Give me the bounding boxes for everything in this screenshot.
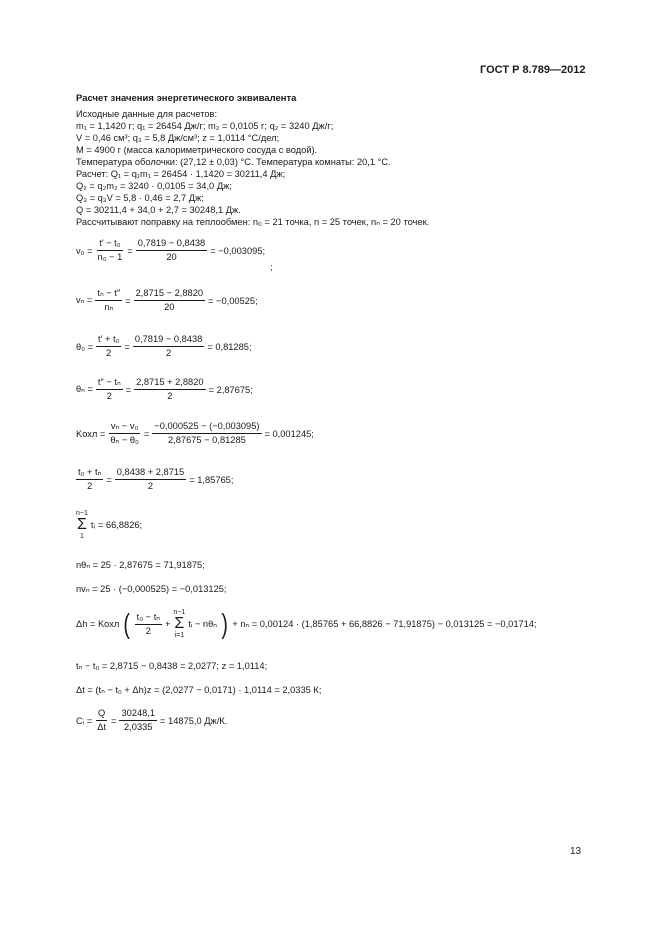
text-line: V = 0,46 см³; q₃ = 5,8 Дж/см³; z = 1,0114 °С/дел; (76, 133, 280, 143)
text-line: M = 4900 г (масса калориметрического сосуда с водой). (76, 145, 318, 155)
stray-mark: ; (270, 262, 273, 272)
section-title: Расчет значения энергетического эквивалента (76, 93, 297, 104)
text-line: Рассчитывают поправку на теплообмен: n₀ = 21 точка, n = 25 точек, nₙ = 20 точек. (76, 217, 430, 227)
fraction: $\frac{0,7819 - 0,8438}{20}$ (137, 238, 206, 262)
equation-delta-t: Δt = (tₙ − t₀ + Δh)z = (2,0277 − 0,0171) · 1,0114 = 2,0335 К; (76, 685, 322, 695)
text-line: Q₂ = q₂m₂ = 3240 · 0,0105 = 34,0 Дж; (76, 181, 232, 191)
sigma-symbol: n−1 Σ i=1 (173, 609, 186, 639)
text-line: Температура оболочки: (27,12 ± 0,03) °С. Температура комнаты: 20,1 °С. (76, 157, 391, 167)
equation-delta-h: Δh = Kохл ( $\frac{\text{t₀ − tₙ}}{2}$ + n−1 Σ i=1 tᵢ − nθₙ ) + nₙ = 0,00124 · (1,85765 + 66,8826 − 71,91875) − 0,013125 = −0,01714; (76, 608, 537, 639)
page-number: 13 (570, 846, 582, 857)
equation-v0: v₀ = $\frac{\text{t′ − t₀}}{\text{n₀ − 1}}$ = $\frac{0,7819 - 0,8438}{20}$ = −0,003095; (76, 238, 266, 262)
fraction: $\frac{\text{t′ − t₀}}{\text{n₀ − 1}}$ (97, 238, 123, 262)
text-line: m₁ = 1,1420 г; q₁ = 26454 Дж/г; m₂ = 0,0105 г; q₂ = 3240 Дж/г; (76, 121, 334, 131)
text-line: Исходные данные для расчетов: (76, 109, 218, 119)
text-line: Q₃ = q₃V = 5,8 · 0,46 = 2,7 Дж; (76, 193, 204, 203)
text-line: Q = 30211,4 + 34,0 + 2,7 = 30248,1 Дж. (76, 205, 241, 215)
sigma-symbol: n−1 Σ 1 (76, 510, 88, 540)
text-line: Расчет: Q₁ = q₁m₁ = 26454 · 1,1420 = 30211,4 Дж; (76, 169, 286, 179)
document-header: ГОСТ Р 8.789—2012 (480, 64, 586, 76)
equation-half-sum: $\frac{\text{t₀ + tₙ}}{2}$ = $\frac{0,8438 + 2,8715}{2}$ = 1,85765; (78, 467, 234, 491)
equation-vn: vₙ = $\frac{\text{tₙ − t″}}{\text{nₙ}}$ = $\frac{2,8715 - 2,8820}{20}$ = −0,00525; (76, 288, 258, 312)
equation-thetan: θₙ = $\frac{\text{t″ − tₙ}}{2}$ = $\frac{2,8715 + 2,8820}{2}$ = 2,87675; (76, 377, 253, 401)
equation-sum-t: n−1 Σ 1 tᵢ = 66,8826; (76, 510, 143, 540)
equation-n-v: nvₙ = 25 · (−0,000525) = −0,013125; (76, 584, 227, 594)
equation-k-ohl: Kохл = $\frac{\text{vₙ − v₀}}{\text{θₙ − θ₀}}$ = $\frac{-0,000525 - (-0,003095)}{2,87675 - 0,81285}$ = 0,001245; (76, 421, 314, 445)
equation-c: Cᵢ = $\frac{Q}{\Delta t}$ = $\frac{30248,1}{2,0335}$ = 14875,0 Дж/К. (76, 708, 228, 732)
equation-tn-t0: tₙ − t₀ = 2,8715 − 0,8438 = 2,0277; z = 1,0114; (76, 661, 268, 671)
equation-theta0: θ₀ = $\frac{\text{t′ + t₀}}{2}$ = $\frac{0,7819 - 0,8438}{2}$ = 0,81285; (76, 334, 252, 358)
equation-n-theta: nθₙ = 25 · 2,87675 = 71,91875; (76, 560, 205, 570)
